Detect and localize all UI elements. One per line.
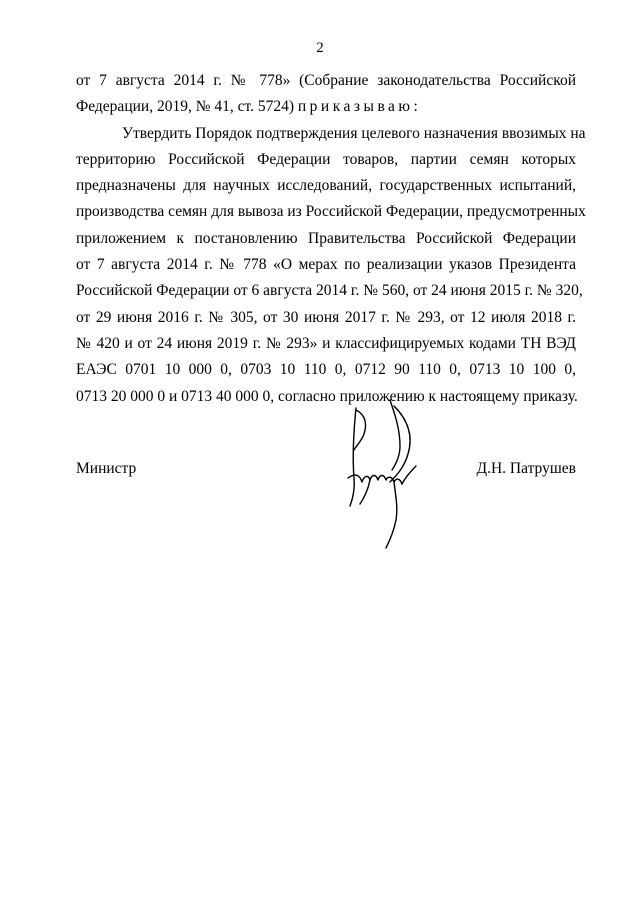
text-line: от 29 июня 2016 г. № 305, от 30 июня 2017 г. № 293, от 12 июля 2018 г. — [76, 308, 576, 326]
signatory-name: Д.Н. Патрушев — [476, 460, 576, 477]
paragraph-preamble-end — [76, 68, 576, 121]
text-line: № 420 и от 24 июня 2019 г. № 293» и классифицируемых кодами ТН ВЭД — [76, 334, 576, 352]
text-line: Утвердить Порядок подтверждения целевого назначения ввозимых на — [122, 124, 586, 142]
text-line: территорию Российской Федерации товаров, партии семян которых — [76, 150, 576, 168]
text-line: предназначены для научных исследований, государственных испытаний, — [76, 177, 576, 195]
text-line: ЕАЭС 0701 10 000 0, 0703 10 110 0, 0712 90 110 0, 0713 10 100 0, — [76, 361, 576, 379]
text-line: приложением к постановлению Правительства Российской Федерации — [76, 229, 576, 247]
text-line: от 7 августа 2014 г. № 778 «О мерах по реализации указов Президента — [76, 256, 576, 274]
paragraph-resolution — [76, 121, 586, 410]
page-number: 2 — [316, 40, 324, 56]
document-body — [76, 68, 586, 410]
order-word: приказываю: — [297, 98, 422, 116]
text-line: 0713 20 000 0 и 0713 40 000 0, согласно приложению к настоящему приказу. — [76, 387, 578, 405]
text-fragment: Федерации, 2019, № 41, ст. 5724) — [76, 98, 298, 116]
signature-block — [76, 460, 576, 490]
text-line: производства семян для вывоза из Российской Федерации, предусмотренных — [76, 203, 586, 221]
text-line: от 7 августа 2014 г. № 778» (Собрание законодательства Российской — [76, 72, 576, 89]
signatory-title: Министр — [76, 460, 137, 477]
text-line — [76, 94, 576, 120]
text-line: Российской Федерации от 6 августа 2014 г. № 560, от 24 июня 2015 г. № 320, — [76, 282, 583, 300]
